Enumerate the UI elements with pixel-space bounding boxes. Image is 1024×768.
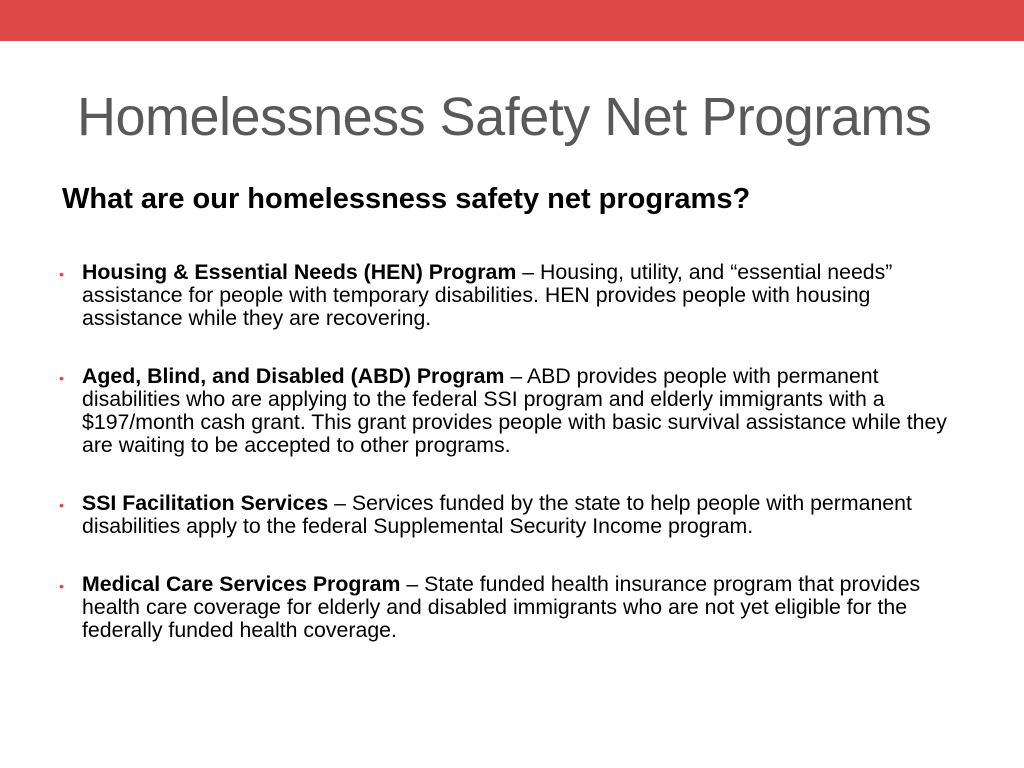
program-description: State funded health insurance program that provides health care coverage for elderly and disabled immigrants who are not yet eligible for the federally funded health coverage.: [82, 572, 921, 642]
bullet-icon: •: [59, 266, 64, 282]
program-description: ABD provides people with permanent disabilities who are applying to the federal SSI program and elderly immigrants with a $197/month cash grant. This grant provides people with basic survival assistance while they are waiting to be accepted to other programs.: [82, 364, 947, 457]
program-list: [56, 261, 976, 677]
list-item-abd-program: [56, 365, 976, 457]
program-description: Services funded by the state to help people with permanent disabilities apply to the federal Supplemental Security Income program.: [82, 491, 912, 538]
bullet-icon: •: [59, 578, 64, 594]
bullet-icon: •: [59, 497, 64, 513]
list-item-ssi-facilitation: [56, 492, 976, 538]
top-accent-bar: [0, 0, 1024, 41]
bullet-icon: •: [59, 370, 64, 386]
list-item-hen-program: [56, 261, 976, 330]
program-name: Housing & Essential Needs (HEN) Program: [82, 260, 517, 284]
program-description: Housing, utility, and “essential needs” assistance for people with temporary disabilities. HEN provides people with housing assistance while they are recovering.: [82, 260, 893, 330]
slide-title: Homelessness Safety Net Programs: [77, 87, 932, 147]
separator: –: [328, 491, 352, 515]
program-name: SSI Facilitation Services: [82, 491, 329, 515]
program-name: Aged, Blind, and Disabled (ABD) Program: [82, 364, 505, 388]
separator: –: [400, 572, 425, 596]
list-item-medical-care-services: [56, 573, 976, 642]
program-name: Medical Care Services Program: [82, 572, 401, 596]
separator: –: [504, 364, 527, 388]
separator: –: [516, 260, 540, 284]
slide-subheading: What are our homelessness safety net programs?: [62, 183, 751, 215]
